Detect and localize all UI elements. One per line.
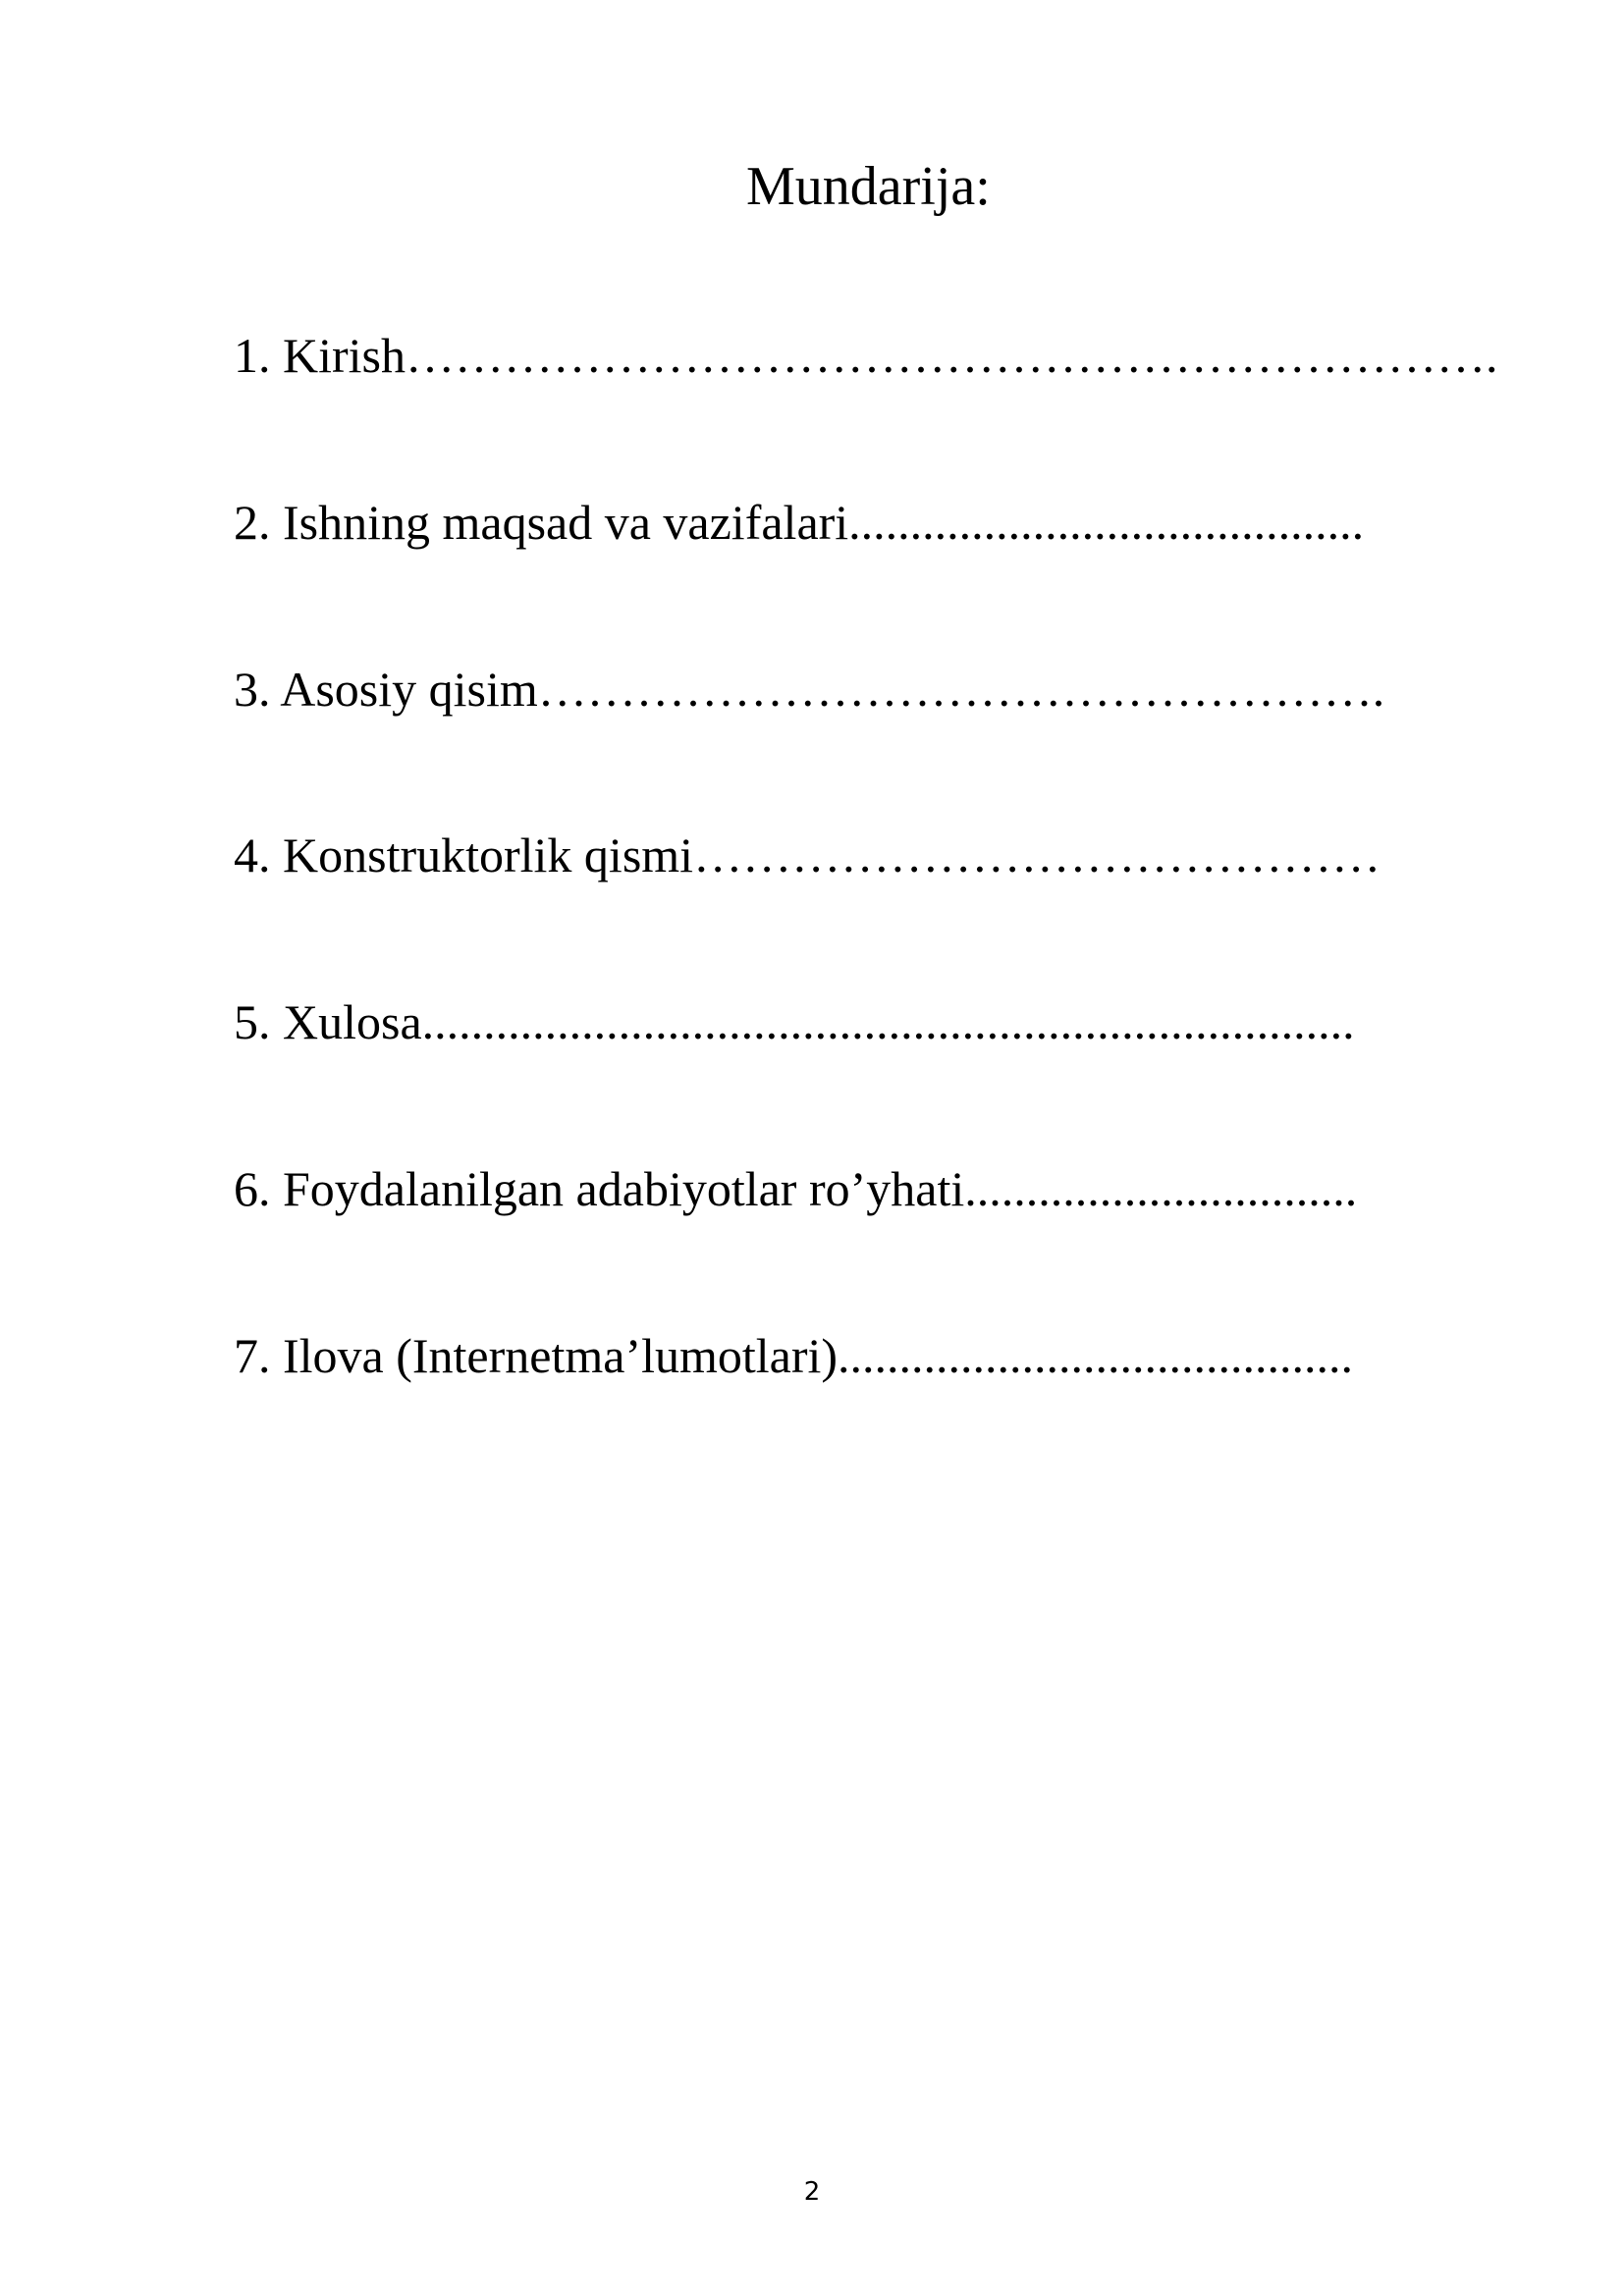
toc-entry-references: 6. Foydalanilgan adabiyotlar ro’yhati................................ bbox=[234, 1161, 1358, 1216]
toc-entry-main-part: 3. Asosiy qisim……………………………………………. bbox=[234, 662, 1385, 717]
page-number: 2 bbox=[803, 2177, 821, 2207]
toc-title: Mundarija: bbox=[746, 156, 991, 217]
toc-entry-goals: 2. Ishning maqsad va vazifalari.......................................... bbox=[234, 495, 1365, 550]
toc-entry-conclusion: 5. Xulosa............................................................................ bbox=[234, 994, 1355, 1049]
toc-entry-design-part: 4. Konstruktorlik qismi…………………………………… bbox=[234, 828, 1381, 882]
toc-entry-introduction: 1. Kirish…………………………………………………………. bbox=[234, 328, 1498, 383]
toc-entry-appendix: 7. Ilova (Internetma’lumotlari).......................................... bbox=[234, 1328, 1354, 1383]
